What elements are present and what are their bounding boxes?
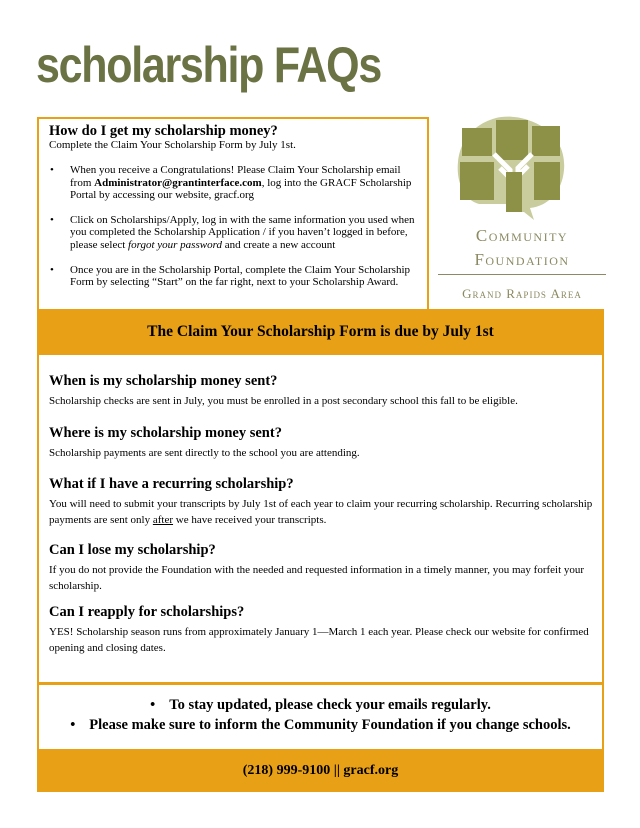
reminder-item: • To stay updated, please check your emails regularly.: [39, 695, 602, 715]
reminder-item: • Please make sure to inform the Community Foundation if you change schools.: [39, 715, 602, 735]
how-to-question: How do I get my scholarship money?: [49, 123, 278, 139]
faq-section: [37, 355, 604, 682]
page-title: scholarship FAQs: [36, 37, 381, 93]
how-to-step-3: • Once you are in the Scholarship Portal, complete the Claim Your Scholarship Form by selecting “Start” on the far right, next to your Scholarship Award.: [49, 264, 417, 289]
how-to-steps: [49, 164, 417, 289]
faq-question: Where is my scholarship money sent?: [49, 425, 282, 441]
faq-item: [49, 373, 594, 409]
faq-item: [49, 425, 594, 461]
faq-answer: YES! Scholarship season runs from approximately January 1—March 1 each year. Please check our website for confirmed opening and closing dates.: [49, 626, 589, 654]
faq-item: [49, 604, 594, 656]
faq-question: When is my scholarship money sent?: [49, 373, 278, 389]
logo-word-community: Community: [475, 226, 569, 245]
contact-footer: (218) 999-9100 || gracf.org: [37, 749, 604, 792]
faq-item: [49, 476, 594, 528]
logo-word-foundation: Foundation: [474, 250, 570, 269]
reminder-section: [37, 685, 604, 749]
faq-answer: Scholarship payments are sent directly to the school you are attending.: [49, 447, 360, 459]
how-to-step-1: • When you receive a Congratulations! Please Claim Your Scholarship email from Administrator@grantinterface.com, log into the GRACF Scholarship Portal by accessing our website, gracf.org: [49, 164, 417, 202]
how-to-section: [37, 117, 429, 310]
tree-icon: [434, 112, 610, 222]
faq-item: [49, 542, 594, 594]
faq-answer: Scholarship checks are sent in July, you must be enrolled in a post secondary school this fall to be eligible.: [49, 395, 518, 407]
faq-answer: If you do not provide the Foundation with the needed and requested information in a timely manner, you may forfeit your scholarship.: [49, 564, 585, 592]
how-to-step-2: • Click on Scholarships/Apply, log in with the same information you used when you completed the Scholarship Application / if you haven’t logged in before, please select forgot your password and create a new account: [49, 214, 417, 252]
logo-divider: [438, 274, 606, 275]
how-to-subtitle: Complete the Claim Your Scholarship Form by July 1st.: [49, 139, 296, 151]
faq-answer: You will need to submit your transcripts by July 1st of each year to claim your recurring scholarship. Recurring scholarship payments are sent only after we have received your transcripts.: [49, 498, 593, 526]
forgot-password-text: forgot your password: [128, 238, 222, 251]
due-date-banner: The Claim Your Scholarship Form is due by July 1st: [37, 309, 604, 355]
faq-question: Can I reapply for scholarships?: [49, 604, 245, 620]
logo-word-grand-rapids: Grand Rapids Area: [462, 286, 582, 301]
faq-question: Can I lose my scholarship?: [49, 542, 216, 558]
community-foundation-logo: [434, 112, 610, 308]
admin-email: Administrator@grantinterface.com: [94, 176, 262, 189]
faq-question: What if I have a recurring scholarship?: [49, 476, 294, 492]
